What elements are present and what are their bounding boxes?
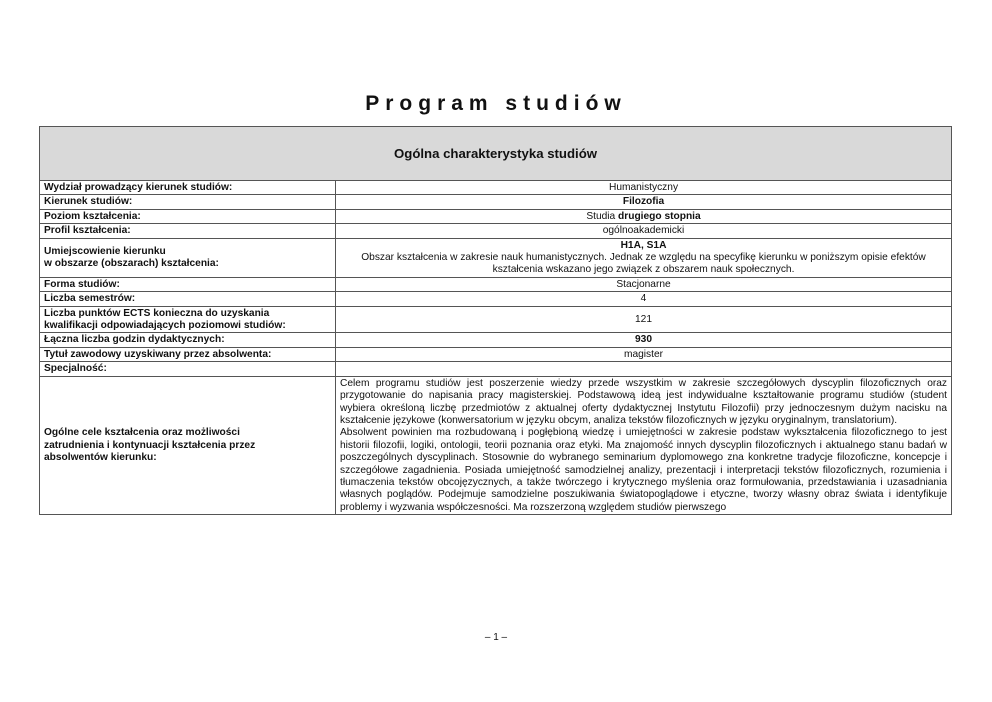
label-cele [40,376,336,514]
row-ects [40,306,952,333]
value-umiejscowienie-text: Obszar kształcenia w zakresie nauk humanistycznych. Jednak ze względu na specyfikę kierunku w poniższym opisie efektów kształcenia wskazano jego związek z obszarem nauk społecznych. [361,252,926,276]
value-semestry: 4 [336,292,952,306]
label-umiejscowienie [40,238,336,277]
label-ects [40,306,336,333]
label-ects-line1: Liczba punktów ECTS konieczna do uzyskania [44,307,270,319]
value-wydzial: Humanistyczny [336,181,952,195]
page-number: – 1 – [484,632,508,643]
label-profil: Profil kształcenia: [40,224,336,238]
label-specjalnosc: Specjalność: [40,362,336,376]
label-umiejscowienie-line1: Umiejscowienie kierunku [44,245,166,257]
value-profil: ogólnoakademicki [336,224,952,238]
row-forma [40,277,952,291]
label-cele-line2: zatrudnienia i kontynuacji kształcenia przez [44,439,256,451]
label-kierunek: Kierunek studiów: [40,195,336,209]
value-umiejscowienie-codes: H1A, S1A [620,239,667,251]
value-godziny: 930 [336,333,952,347]
value-kierunek: Filozofia [336,195,952,209]
row-wydzial [40,181,952,195]
label-godziny: Łączna liczba godzin dydaktycznych: [40,333,336,347]
label-ects-line2: kwalifikacji odpowiadających poziomowi studiów: [44,320,286,332]
label-umiejscowienie-line2: w obszarze (obszarach) kształcenia: [44,258,219,270]
row-cele [40,376,952,514]
label-tytul: Tytuł zawodowy uzyskiwany przez absolwenta: [40,347,336,361]
row-specjalnosc [40,362,952,376]
row-semestry [40,292,952,306]
label-poziom: Poziom kształcenia: [40,209,336,223]
value-cele [336,376,952,514]
section-header: Ogólna charakterystyka studiów [40,127,952,181]
label-forma: Forma studiów: [40,277,336,291]
value-specjalnosc [336,362,952,376]
value-tytul: magister [336,347,952,361]
label-wydzial: Wydział prowadzący kierunek studiów: [40,181,336,195]
row-tytul [40,347,952,361]
label-semestry: Liczba semestrów: [40,292,336,306]
cele-paragraph-2: Absolwent powinien ma rozbudowaną i pogłębioną wiedzę i umiejętności w zakresie podstaw wykształcenia filozoficznego to jest historii filozofii, logiki, ontologii, teorii poznania oraz etyki. Ma znajomość innych dyscyplin filozoficznych i aktualnego stanu badań w poszczególnych dyscyplinach. Stosownie do wybranego seminarium dyplomowego zna konkretne tradycje filozoficzne, koncepcje i szczegółowe zagadnienia. Posiada umiejętność samodzielnej analizy, prezentacji i interpretacji tekstów filozoficznych, rozumienia i tłumaczenia tekstów obcojęzycznych, a także twórczego i krytycznego myślenia oraz formułowania, przedstawiania i uzasadniania własnych poglądów. Podejmuje samodzielne poszukiwania światopoglądowe i etyczne, tworzy własny obraz świata i identyfikuje problemy i wyzwania współczesności. Ma rozszerzoną względem studiów pierwszego [340,427,948,513]
value-umiejscowienie [336,238,952,277]
document-title: Program studiów [365,92,627,115]
row-godziny [40,333,952,347]
row-kierunek [40,195,952,209]
program-table [39,126,952,515]
value-poziom [336,209,952,223]
row-poziom [40,209,952,223]
cele-paragraph-1: Celem programu studiów jest poszerzenie wiedzy przede wszystkim w zakresie szczegółowych dyscyplin filozoficznych oraz przygotowanie do napisania pracy magisterskiej. Podstawową ideą jest indywidualne kształtowanie programu studiów (student wybiera określoną liczbę przedmiotów z aktualnej oferty dydaktycznej Instytutu Filozofii) przy jednoczesnym dużym nacisku na kształcenie językowe (konwersatorium w języku obcym, analiza tekstów filozoficznych w języku oryginalnym, translatorium). [340,377,948,426]
row-profil [40,224,952,238]
label-cele-line1: Ogólne cele kształcenia oraz możliwości [44,427,240,439]
row-umiejscowienie [40,238,952,277]
value-ects: 121 [336,306,952,333]
label-cele-line3: absolwentów kierunku: [44,452,157,464]
value-poziom-prefix: Studia [586,210,619,222]
value-poziom-bold: drugiego stopnia [618,210,701,222]
value-forma: Stacjonarne [336,277,952,291]
